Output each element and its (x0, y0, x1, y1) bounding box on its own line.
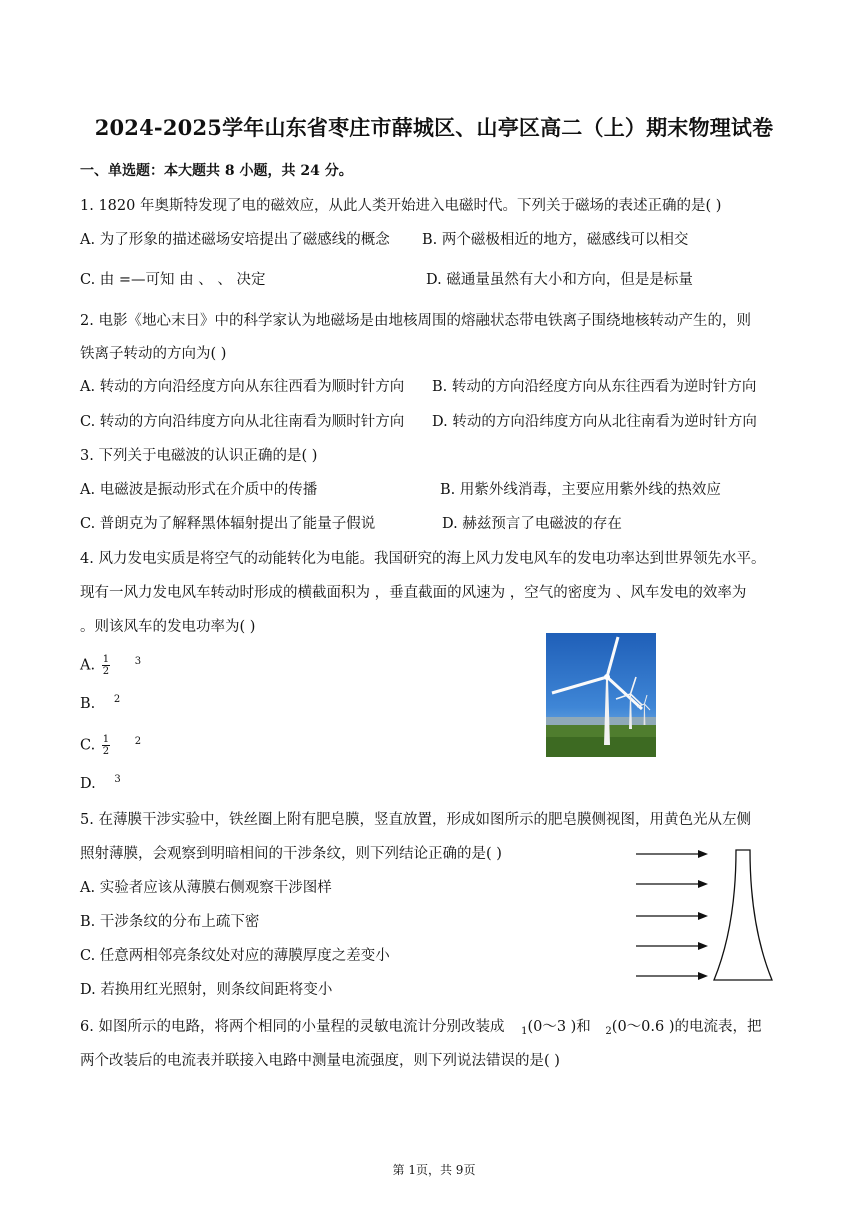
wind-turbine-photo (546, 633, 656, 757)
page-title: 2024-2025学年山东省枣庄市薛城区、山亭区高二（上）期末物理试卷 (94, 115, 774, 140)
question-2-stem-line1: 2. 电影《地心末日》中的科学家认为地磁场是由地核周围的熔融状态带电铁离子围绕地核转动产生的，则 (80, 313, 751, 329)
question-1-option-d: D. 磁通量虽然有大小和方向，但是是标量 (426, 272, 693, 288)
option-label: A. (80, 657, 96, 674)
option-label: D. (80, 776, 96, 792)
question-6-stem-line1 (80, 1015, 762, 1037)
question-2-option-d: D. 转动的方向沿纬度方向从北往南看为逆时针方向 (432, 414, 757, 430)
question-5-option-a: A. 实验者应该从薄膜右侧观察干涉图样 (80, 880, 332, 896)
question-6-text: 6. 如图所示的电路，将两个相同的小量程的灵敏电流计分别改装成 (80, 1019, 505, 1035)
question-2-option-b: B. 转动的方向沿经度方向从东往西看为逆时针方向 (432, 379, 757, 395)
question-4-stem-line1: 4. 风力发电实质是将空气的动能转化为电能。我国研究的海上风力发电风车的发电功率达到世界领先水平。 (80, 551, 766, 567)
fraction: $\frac{1}{2}$ (102, 654, 110, 677)
question-1-option-b: B. 两个磁极相近的地方，磁感线可以相交 (422, 232, 689, 248)
question-4-stem-line3: 。则该风车的发电功率为( ) (80, 619, 256, 635)
question-2-option-a: A. 转动的方向沿经度方向从东往西看为顺时针方向 (80, 379, 405, 395)
question-2-option-c: C. 转动的方向沿纬度方向从北往南看为顺时针方向 (80, 414, 405, 430)
question-1-stem: 1. 1820 年奥斯特发现了电的磁效应，从此人类开始进入电磁时代。下列关于磁场的表述正确的是( ) (80, 198, 722, 214)
option-label: B. (80, 696, 96, 712)
question-5-stem-line2: 照射薄膜，会观察到明暗相间的干涉条纹，则下列结论正确的是( ) (80, 846, 502, 862)
subscript: 1 (521, 1026, 528, 1037)
subscript: 2 (605, 1026, 612, 1037)
question-1-option-a: A. 为了形象的描述磁场安培提出了磁感线的概念 (80, 232, 390, 248)
ammeter-2-range: (0～0.6 )的电流表，把 (611, 1019, 762, 1035)
question-5-option-b: B. 干涉条纹的分布上疏下密 (80, 914, 260, 930)
question-3-stem: 3. 下列关于电磁波的认识正确的是( ) (80, 448, 318, 464)
question-4-stem-line2: 现有一风力发电风车转动时形成的横截面积为 ，垂直截面的风速为 ，空气的密度为 、风车发电的效率为 (80, 585, 747, 601)
fraction: $\frac{1}{2}$ (102, 734, 110, 757)
question-6-stem-line2: 两个改装后的电流表并联接入电路中测量电流强度，则下列说法错误的是( ) (80, 1053, 560, 1069)
question-4-option-a (80, 654, 141, 677)
question-5-option-c: C. 任意两相邻亮条纹处对应的薄膜厚度之差变小 (80, 948, 390, 964)
question-5-option-d: D. 若换用红光照射，则条纹间距将变小 (80, 982, 333, 998)
soap-film-diagram (630, 846, 776, 984)
exponent: 3 (134, 655, 142, 667)
question-3-option-a: A. 电磁波是振动形式在介质中的传播 (80, 482, 318, 498)
exponent: 2 (113, 694, 121, 705)
question-3-option-b: B. 用紫外线消毒，主要应用紫外线的热效应 (440, 482, 721, 498)
question-5-stem-line1: 5. 在薄膜干涉实验中，铁丝圈上附有肥皂膜，竖直放置，形成如图所示的肥皂膜侧视图，用黄色光从左侧 (80, 812, 751, 828)
ammeter-1-range: (0～3 )和 (527, 1019, 591, 1035)
option-label: C. (80, 737, 96, 754)
question-4-option-d (80, 774, 121, 792)
question-3-option-c: C. 普朗克为了解释黑体辐射提出了能量子假说 (80, 516, 376, 532)
exponent: 2 (134, 735, 142, 747)
question-1-option-c: C. 由 =—可知 由 、 、 决定 (80, 272, 266, 288)
question-2-stem-line2: 铁离子转动的方向为( ) (80, 346, 227, 362)
question-4-option-c (80, 734, 141, 757)
page-footer: 第 1页，共 9页 (392, 1163, 476, 1177)
question-3-option-d: D. 赫兹预言了电磁波的存在 (442, 516, 622, 532)
exponent: 3 (114, 774, 121, 785)
question-4-option-b (80, 694, 120, 712)
section-heading: 一、单选题：本大题共 8 小题，共 24 分。 (80, 163, 353, 179)
